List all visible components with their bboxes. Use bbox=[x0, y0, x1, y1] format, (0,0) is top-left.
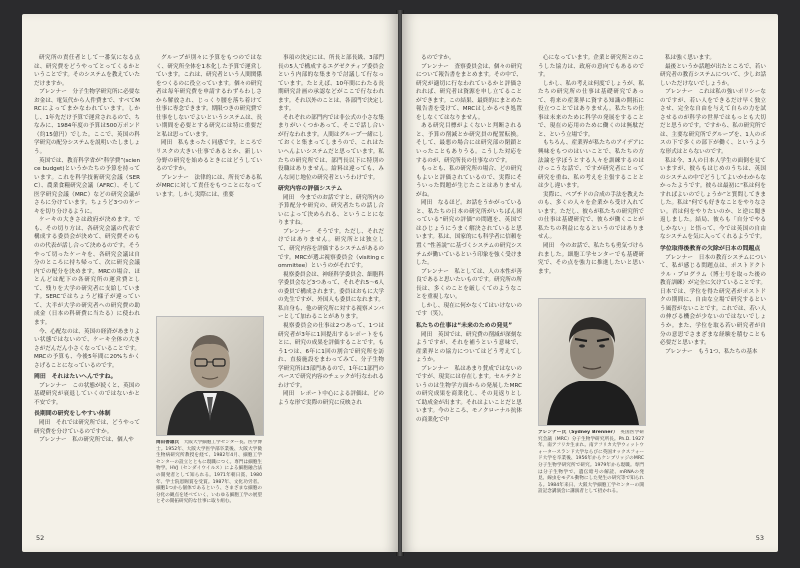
paragraph: 心になっています。企業と研究所とのこうした協力は、政府の意向でもあるのです。 bbox=[538, 55, 644, 79]
caption-text: 英国医学研究会議（MRC）分子生物学研究所長。Ph.D. 1927年、南アフリカ生まれ。南アフリカ大学ウィットウォータースランド大学ならびに英国オックスフォード大学を卒業後、1956年からケンブリッジのMRC分子生物学研究所で研究。1979年から現職。専門は分子生物学で、遺伝暗号の解読、mRNAの発見、線虫をモデル動物にした発生の研究等で知られる。1984年来日、大阪大学細胞工学センターの開設記念講演会に講演者として招かれる。 bbox=[538, 430, 644, 495]
paragraph: グループが別々に予算をもつのではなく、研究所全体を1本化した予算で運営しています。これは、研究者という人間関係をつくるのに役立っています。個々の研究者は毎年研究費を申請するわずらわしさから解放され、じっくり腰を落ち着けて仕事に専念できます。期限つきの研究費で仕事をしないでよいというシステムは、長い期間を必要とする研究には特に重要だと私は思っています。 bbox=[156, 55, 262, 138]
paragraph: 最後というか話題が出たところで、若い研究者の教育システムについて、少しお話しいただけないでしょうか。 bbox=[660, 63, 766, 87]
page-number: 53 bbox=[755, 534, 764, 542]
paragraph: それぞれの部門内では非公式の小さな集まりがいくつかあって、そこで話し合いが行なわれます。人間はグループ一緒にしておくと集まってしまうので、これはたいへんよいシステムだと思っています。私たちの研究所では、部門長以下に特別の役職はありません。給料は違っても、みんな同じ地位の研究者というわけです。 bbox=[278, 114, 384, 181]
paragraph: 今、心配なのは、英国の経済があまりよい状態ではないので、ケーキ全体の大きさがだんだん小さくなっていることです。MRCの予算も、今後5年間に20%ちかくさげることになっているのです。 bbox=[34, 328, 140, 369]
paragraph: しかし、現在に何かなくてはいけないのです（笑）。 bbox=[416, 302, 522, 318]
paragraph: ブレンナー 私の研究所では、個人や bbox=[39, 437, 134, 444]
paragraph: ブレンナー 日本の教育システムについて、私が感じる問題点は、ポストドクトラル・プログラム（博士号を取った後の教育訓練）が完全に欠けていることです。日本では、学位を得た研究者がポストドクの期間に、自由な立場で研究するという風習がないことです。これでは、若い人の伸びる機会が少ないのではないでしょうか。また、学位を取る若い研究者が自分の意思でさまざまな経験を積むことも必要だと思います。 bbox=[660, 254, 766, 347]
right-page bbox=[402, 14, 778, 552]
paragraph: ブレンナー 法律的には、所長である私がMRCに対して責任をもつことになっています。しかし実際には、重要 bbox=[156, 174, 262, 198]
portrait-photo-okada bbox=[156, 316, 264, 436]
paragraph: ブレンナー そうです。ただし、それだけではありません。研究所とは独立して、研究内容を評価するシステムがあるのです。MRCが選ぶ視察委員会（visiting committee）というのがそれです。 bbox=[278, 228, 384, 270]
paragraph: ブレンナー 私はあまり賛成ではないのですが、現実には存在します。セルテクというのは生物学方面からの発展したMRCの研究成果を商業化し、その見返りとして助成金が出ます。それはよいことだと思います。今のところ、モノクローナル抗体の商業化で中 bbox=[416, 365, 522, 423]
paragraph: 岡田 今までのお話ですと、研究所内の予算配分や研究の、研究者たちの話し合いによって決められる、ということになりますね。 bbox=[278, 194, 384, 227]
portrait-caption-okada bbox=[156, 440, 262, 536]
caption-text: 大阪大学細胞工学センター長。医学博士。1952年、大阪大学医学部卒業後、大阪大学微生物病研究所教授を経て、1982年4月、細胞工学センターの設立とともに現職につく。専門は細胞生物学。HVJ（センダイウイルス）による細胞融合法の開発者として知られる。1971年朝日賞、1980年、学士院恩賜賞を受賞。1987年、文化功労者。細胞1つから個体であるという、さまざまな細胞の分化の観点を述べていく、いわゆる細胞工学の展望とその開拓研究的な仕事に取り組む。 bbox=[156, 440, 262, 505]
portrait-photo-brenner bbox=[538, 298, 646, 426]
paragraph: 岡田 英国では、研究費の削減が深刻なようですが、それを補うという意味で、産業界との協力についてはどう考えてしょうか。 bbox=[416, 331, 522, 364]
paragraph: ブレンナー 私としては、人の本性が善良であると思いたいものです。研究所の所長は、多くのことを厳しくてのようなことを重視しない。 bbox=[416, 268, 522, 301]
paragraph: 岡田 今のお話で、私たちも勇気づけられました。細胞工学センターでも基礎研究で、その点を強力に推進したいと思います。 bbox=[538, 243, 644, 275]
left-page bbox=[22, 14, 398, 552]
paragraph: ブレンナー これは私の強いポリシーなのですが、若い人をできるだけ早く独立させ、完全な自由を与えて自らの力を試させるのが科学の世界ではもっとも大切だと思うのです。ですから、私の研究所では、主要な研究所でグループを、1人のボスの下で多くの部下が働く、というような形式はとらないのです。 bbox=[660, 89, 766, 156]
portrait-caption-brenner bbox=[538, 430, 644, 530]
left-column-2 bbox=[156, 54, 262, 310]
caption-name: ブレンナー氏（Sydney Brenner） bbox=[538, 430, 616, 435]
paragraph: るのですか。 bbox=[421, 55, 455, 61]
left-column-1 bbox=[34, 54, 140, 524]
left-column-3 bbox=[278, 54, 384, 524]
paragraph: 視察委員会は、神経科学委員会、細胞科学委員会など3つあって、それぞれ5〜6人の委員で構成されます。委員はおもに大学の先生ですが、外国人も委員になれます。私自身も、他の研究所に対する視察メンバーとして加わることがあります。 bbox=[278, 271, 384, 321]
paragraph: 英国では、教育科学省が“科学費”(science budget)というかたちの予算を持っています。これを科学技術研究会議（SERC）、農業食糧研究会議（AFRC）、そして医学研究会議（MRC）などの研究会議がさらに分けています。ちょうど3つのケーキを切り分けるように。 bbox=[34, 157, 140, 215]
page-number: 52 bbox=[36, 534, 45, 542]
caption-name: 岡田善雄氏 bbox=[156, 440, 180, 445]
paragraph: ブレンナー この状態が続くと、英国の基礎研究が衰退していくのではないかと不安です。 bbox=[34, 382, 140, 406]
paragraph: しかし、私の考えは何度でしょうが、私たちの研究所の仕事は基礎研究であって、将来の産業界に資する知識の開拓に役立つことではありません。私たちの仕事は未来のために科学の発展をすることで、現在の応用のために働くのは無駄だと、という立場です。 bbox=[538, 80, 644, 138]
paragraph: 私は強く思います。 bbox=[665, 55, 715, 61]
section-heading: 研究内容の評価システム bbox=[278, 186, 343, 193]
section-heading: 長期間の研究をしやすい体制 bbox=[34, 411, 111, 418]
paragraph: ある研究目標がよくないと判断されると、予算の削減とか研究員の配置転換。そして、最悪の場合には研究部の閉鎖といったこともありうる。こうした対応をするのが、研究所長の仕事なのです。 bbox=[416, 123, 522, 164]
paragraph: ブレンナー もう1つ、私たちの基本 bbox=[665, 348, 758, 355]
section-heading: 私たちの仕事は“未来のための発見” bbox=[416, 322, 513, 329]
section-heading: 岡田 それはたいへんですね。 bbox=[34, 374, 117, 381]
paragraph: 視察委員会の仕事は2つあって、1つは研究者が3年に1回提出するレポートをもとに、研究の成果を評価することです。もう1つは、6年に1回の割合で研究所を訪れ、直接施設をまわってみて、分子生物学研究所は3部門あるので、1年に1部門のペースで研究内容のチェックが行なわれるわけです。 bbox=[278, 322, 384, 389]
paragraph: 岡田 私もまったく同感です。ところでリスクの大きい仕事であるとか、新しい分野の研究を始めるときにはどうしているのですか。 bbox=[156, 140, 262, 173]
paragraph: 事項の決定には、所長と部長級、3部門長の5人で構成するエグゼクティブ委員会という内部的な集まりで討議して行なっています。たとえば、10年間にわたる長期研究計画の承認などがここで行なわれます。それ以外のことは、各部門で決定します。 bbox=[278, 55, 384, 113]
paragraph: ブレンナー 査察委員会は、個々の研究について報告書をまとめます。その中で、研究が適切に行なわれているかと評価されれば、研究者は資源を申し立てることができます。この結果、最終的にまとめた報告書を受けて、MRCはしかるべき処置をしなくてはなりません。 bbox=[416, 63, 522, 121]
section-heading: 学位取得後教育の欠除が日本の問題点 bbox=[660, 246, 761, 253]
right-column-3 bbox=[660, 54, 766, 524]
paragraph: もちろん、産業界が私たちのアイデアに興味をもつのはいいことで、私たちの方法論を学ぼうとする人々を訓練するのはけっこうな話で、ですが研究者にとって研究を重ね、私の考えを主張することとは少し違います。 bbox=[538, 140, 644, 190]
right-column-1 bbox=[416, 54, 522, 524]
paragraph: 実際に、ペプチドの合成の手法を教えたのも、多くの人々を企業から受け入れています。ただし、彼らが私たちの研究所での仕事は基礎研究で、彼らが働くことが私たちの利益になるというのではありません。 bbox=[538, 191, 644, 241]
right-column-2 bbox=[538, 54, 644, 294]
paragraph: 岡田 なるほど。お話をうかがっていると、私たちの日本の研究所がいちばん困っている“研究の評価”の問題を、英国ではひじょうにうまく解決されていると思います。私は、国家的にも科学者に信頼を置く“性善説”に基づくシステムの研究システムが働いているという印象を強く受けました。 bbox=[416, 200, 522, 267]
paragraph: 研究所の責任者として一番気になる点は、研究費をどうやってとってくるかということです。そのシステムを教えていただけますか。 bbox=[34, 55, 140, 87]
paragraph: ケーキの大きさは政府が決めます。でも、その切り方は、各研究会議の代表で構成する委員会が決めて、研究費そのものの代表が話し合って決めるのです。そうやって切ったケーキを、各研究会議は自分のところに持ち帰って、次に研究会議内での配分を決めます。MRCの場合、ほとんどは配下の各研究所の運営費として、残りを大学の研究者に支給しています。SERCではちょうど様子が違っていて、大半が大学の研究者への研究費の助成金（日本の科研費に当たる）に使われます。 bbox=[34, 217, 140, 326]
paragraph: 私は今、3人の日本人学生の面倒を見ていますが、彼らもはじめのうちは、英国のシステムの中でどうしてよいかわからなかったようです。彼らは最初に“私は何をすればよいのでしょうか”と質問してきました。私は“何でも好きなことをやりなさい。君は何をやりたいのか、と逆に聞き返しました。結局、彼らも「自分でやるしかない」と悟って、今では英国の自由なシステムを気に入ってくれるようです。 bbox=[660, 157, 766, 241]
paragraph: ブレンナー 分子生物学研究所に必要なお金は、電気代から人件費まで、すべてMRCによってまかなわれています。しかし、1年先だけ予算で運営されるので、ちなみに、1984年度の予算は500万ポンド（約15億円）でした。ここで、英国の科学研究の配分システムを説明いたしましょう。 bbox=[34, 89, 140, 156]
paragraph: もっとも、私の研究所の場合、どの研究もよいと評価されているので、実際にそういった問題が生じたことはありませんがね。 bbox=[416, 166, 522, 198]
paragraph: 岡田 それでは研究所では、どうやって研究費を分けているのですか。 bbox=[34, 419, 140, 435]
paragraph: 岡田 レポート中心による評価は、どのような形で実際の研究に反映され bbox=[278, 391, 384, 406]
